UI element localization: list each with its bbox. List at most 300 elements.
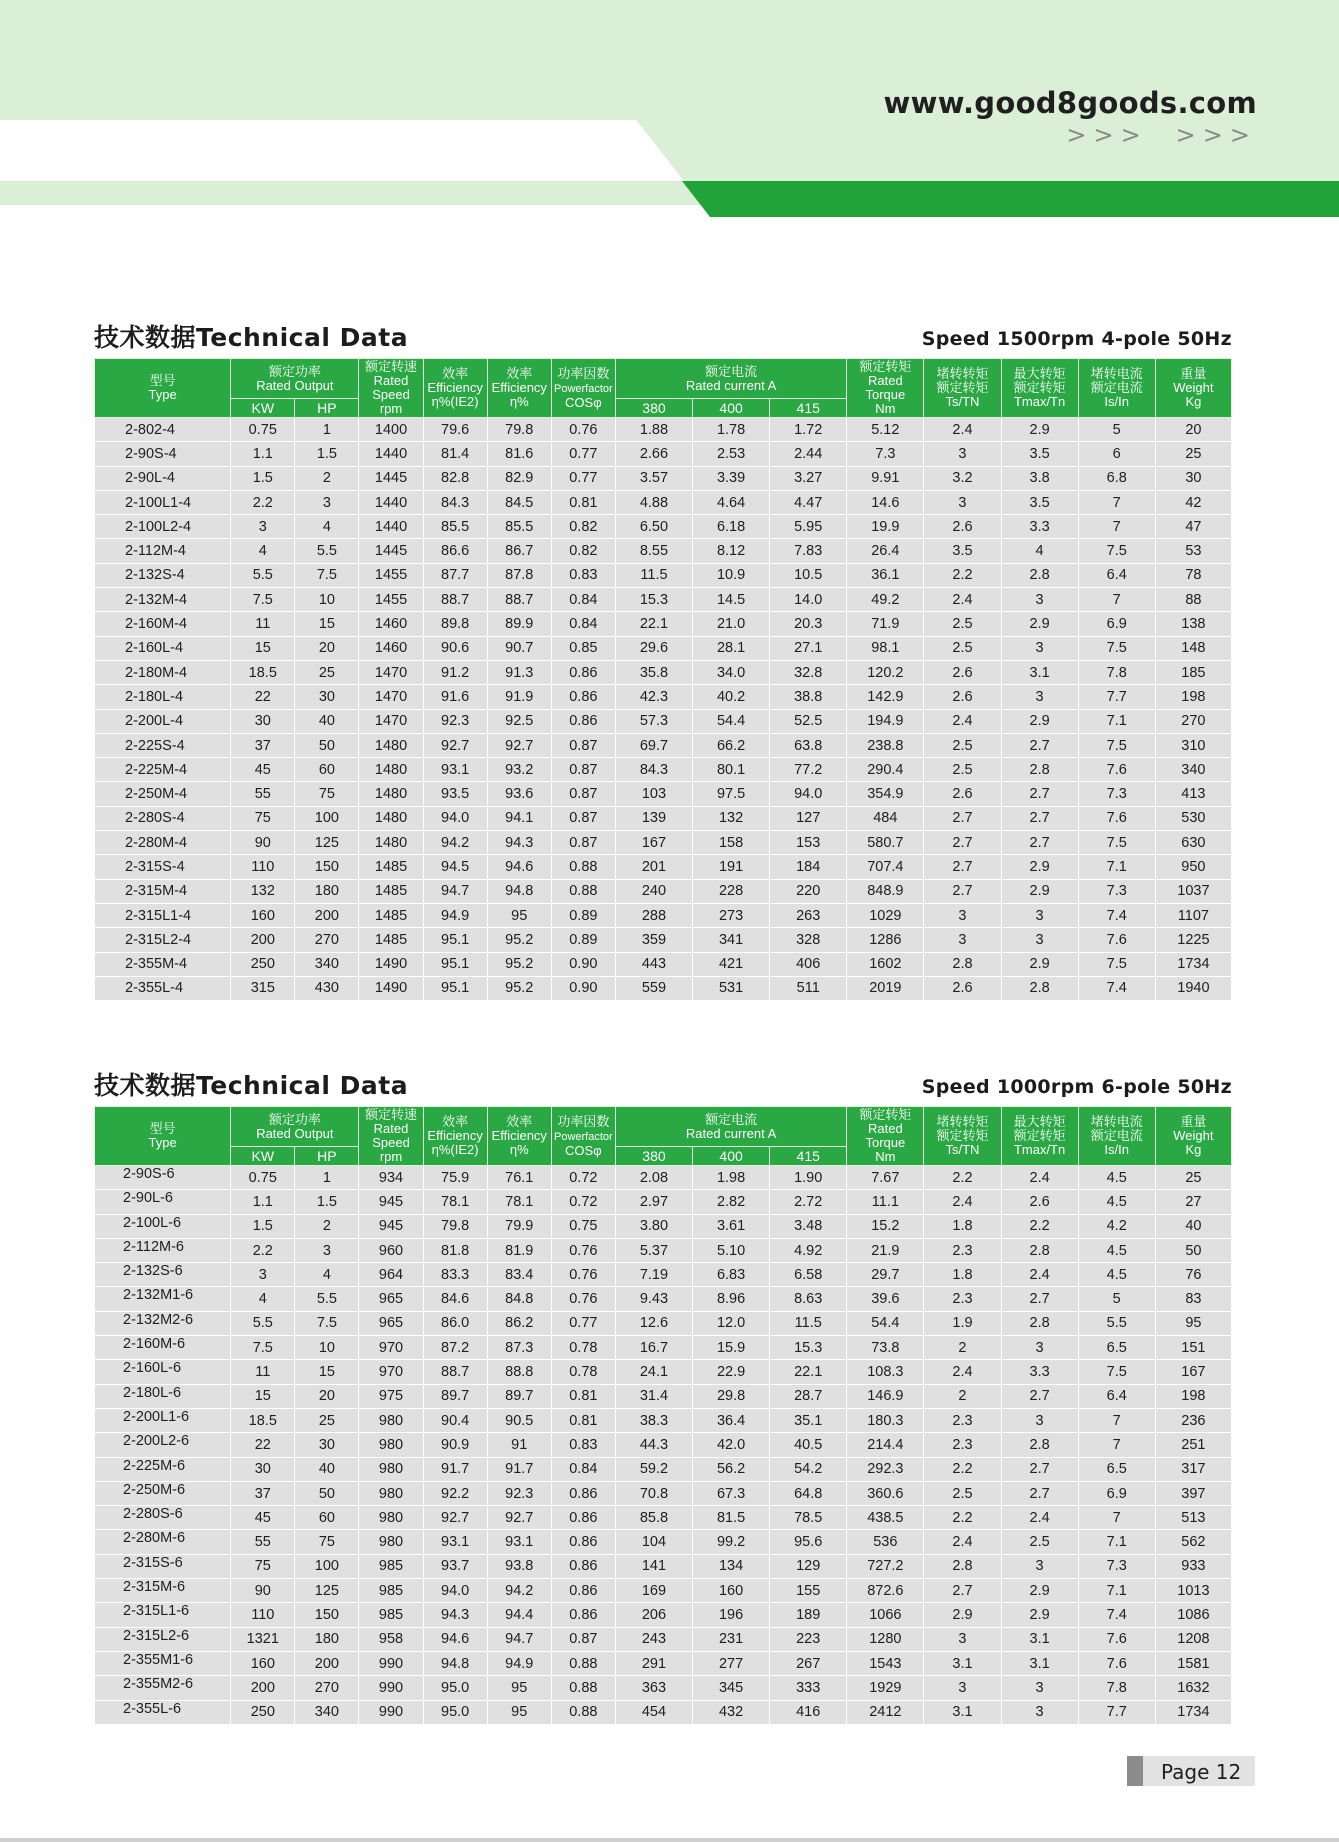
data-cell: 6.4 <box>1078 1384 1155 1408</box>
data-cell: 2 <box>924 1384 1001 1408</box>
data-cell: 70.8 <box>615 1481 692 1505</box>
data-cell: 443 <box>615 952 692 976</box>
data-cell: 97.5 <box>693 782 770 806</box>
data-cell: 2.6 <box>1001 1190 1078 1214</box>
model-type-cell: 2-90L-4 <box>95 466 231 490</box>
data-cell: 200 <box>295 903 359 927</box>
data-cell: 1480 <box>359 733 423 757</box>
table-row <box>95 588 1232 612</box>
data-cell: 848.9 <box>847 879 924 903</box>
data-cell: 0.88 <box>551 1651 615 1675</box>
data-cell: 7.6 <box>1078 928 1155 952</box>
data-cell: 14.6 <box>847 490 924 514</box>
data-cell: 1013 <box>1155 1579 1231 1603</box>
model-type-cell: 2-315L1-6 <box>95 1603 231 1627</box>
data-cell: 7.3 <box>1078 1554 1155 1578</box>
data-cell: 146.9 <box>847 1384 924 1408</box>
data-cell: 35.8 <box>615 660 692 684</box>
data-cell: 95.2 <box>487 952 551 976</box>
data-cell: 340 <box>1155 758 1231 782</box>
data-cell: 0.88 <box>551 855 615 879</box>
table-row <box>95 1506 1232 1530</box>
col-415v: 415 <box>770 399 847 418</box>
data-cell: 214.4 <box>847 1433 924 1457</box>
data-cell: 139 <box>615 806 692 830</box>
data-cell: 0.84 <box>551 612 615 636</box>
data-cell: 1.78 <box>693 418 770 442</box>
data-cell: 530 <box>1155 806 1231 830</box>
data-cell: 4 <box>295 515 359 539</box>
data-cell: 3 <box>1001 903 1078 927</box>
data-cell: 0.81 <box>551 490 615 514</box>
data-cell: 0.86 <box>551 1579 615 1603</box>
data-cell: 57.3 <box>615 709 692 733</box>
data-cell: 55 <box>231 782 295 806</box>
data-cell: 22 <box>231 685 295 709</box>
data-cell: 2019 <box>847 976 924 1000</box>
data-cell: 180 <box>295 879 359 903</box>
data-cell: 3.1 <box>1001 660 1078 684</box>
data-cell: 0.83 <box>551 1433 615 1457</box>
data-cell: 92.7 <box>423 733 487 757</box>
data-cell: 3 <box>295 490 359 514</box>
data-cell: 7 <box>1078 490 1155 514</box>
data-cell: 91.7 <box>487 1457 551 1481</box>
data-cell: 93.1 <box>423 758 487 782</box>
data-cell: 94.7 <box>423 879 487 903</box>
data-cell: 3 <box>1001 1700 1078 1724</box>
data-cell: 872.6 <box>847 1579 924 1603</box>
data-cell: 0.90 <box>551 976 615 1000</box>
data-cell: 4 <box>1001 539 1078 563</box>
data-cell: 35.1 <box>770 1408 847 1432</box>
table-row <box>95 1408 1232 1432</box>
col-efficiency: 效率 Efficiency η% <box>487 1107 551 1166</box>
data-cell: 2.5 <box>924 636 1001 660</box>
data-cell: 22.9 <box>693 1360 770 1384</box>
data-cell: 45 <box>231 758 295 782</box>
data-cell: 2.4 <box>924 1530 1001 1554</box>
data-cell: 2.8 <box>1001 758 1078 782</box>
data-cell: 0.84 <box>551 1457 615 1481</box>
table-row <box>95 952 1232 976</box>
data-cell: 0.87 <box>551 806 615 830</box>
data-cell: 2.2 <box>231 490 295 514</box>
data-cell: 5.5 <box>1078 1311 1155 1335</box>
data-cell: 3.2 <box>924 466 1001 490</box>
model-type-cell: 2-132M1-6 <box>95 1287 231 1311</box>
data-cell: 1734 <box>1155 952 1231 976</box>
table-row <box>95 1530 1232 1554</box>
data-cell: 2.7 <box>1001 1384 1078 1408</box>
data-cell: 25 <box>1155 442 1231 466</box>
data-cell: 0.88 <box>551 879 615 903</box>
data-cell: 5.12 <box>847 418 924 442</box>
data-cell: 7.5 <box>1078 831 1155 855</box>
data-cell: 138 <box>1155 612 1231 636</box>
data-cell: 22.1 <box>615 612 692 636</box>
data-cell: 79.6 <box>423 418 487 442</box>
data-cell: 630 <box>1155 831 1231 855</box>
data-cell: 7.7 <box>1078 685 1155 709</box>
data-cell: 1455 <box>359 563 423 587</box>
data-cell: 94.8 <box>423 1651 487 1675</box>
table-row <box>95 1166 1232 1190</box>
data-cell: 88.8 <box>487 1360 551 1384</box>
data-cell: 78.5 <box>770 1506 847 1530</box>
data-cell: 945 <box>359 1190 423 1214</box>
data-cell: 531 <box>693 976 770 1000</box>
data-cell: 0.82 <box>551 539 615 563</box>
data-cell: 2.5 <box>924 758 1001 782</box>
data-cell: 980 <box>359 1457 423 1481</box>
data-cell: 6.4 <box>1078 563 1155 587</box>
data-cell: 2.7 <box>924 879 1001 903</box>
data-cell: 3 <box>1001 1676 1078 1700</box>
model-type-cell: 2-180L-6 <box>95 1384 231 1408</box>
data-cell: 4.5 <box>1078 1166 1155 1190</box>
data-cell: 270 <box>295 928 359 952</box>
data-cell: 1400 <box>359 418 423 442</box>
data-cell: 432 <box>693 1700 770 1724</box>
data-cell: 4 <box>295 1263 359 1287</box>
model-type-cell: 2-355M-4 <box>95 952 231 976</box>
data-cell: 559 <box>615 976 692 1000</box>
data-cell: 8.12 <box>693 539 770 563</box>
data-cell: 94.5 <box>423 855 487 879</box>
data-cell: 328 <box>770 928 847 952</box>
data-cell: 160 <box>693 1579 770 1603</box>
data-cell: 6.58 <box>770 1263 847 1287</box>
data-cell: 81.9 <box>487 1238 551 1262</box>
data-cell: 125 <box>295 831 359 855</box>
data-cell: 3.80 <box>615 1214 692 1238</box>
data-cell: 2.6 <box>924 976 1001 1000</box>
data-cell: 7.83 <box>770 539 847 563</box>
data-cell: 92.2 <box>423 1481 487 1505</box>
data-cell: 985 <box>359 1579 423 1603</box>
data-cell: 2.6 <box>924 782 1001 806</box>
data-cell: 94.8 <box>487 879 551 903</box>
data-cell: 8.55 <box>615 539 692 563</box>
data-cell: 4 <box>231 539 295 563</box>
data-cell: 0.89 <box>551 928 615 952</box>
data-cell: 0.88 <box>551 1676 615 1700</box>
data-cell: 7 <box>1078 1506 1155 1530</box>
data-cell: 92.7 <box>423 1506 487 1530</box>
data-cell: 7.5 <box>295 563 359 587</box>
data-cell: 0.86 <box>551 1481 615 1505</box>
data-cell: 2.7 <box>924 806 1001 830</box>
data-cell: 3.48 <box>770 1214 847 1238</box>
data-cell: 2 <box>295 1214 359 1238</box>
data-cell: 3.61 <box>693 1214 770 1238</box>
data-cell: 148 <box>1155 636 1231 660</box>
data-cell: 3.5 <box>1001 442 1078 466</box>
model-type-cell: 2-180M-4 <box>95 660 231 684</box>
data-cell: 5.37 <box>615 1238 692 1262</box>
model-type-cell: 2-100L1-4 <box>95 490 231 514</box>
data-cell: 18.5 <box>231 660 295 684</box>
data-cell: 2.3 <box>924 1408 1001 1432</box>
data-cell: 406 <box>770 952 847 976</box>
model-type-cell: 2-112M-6 <box>95 1238 231 1262</box>
data-cell: 2.2 <box>1001 1214 1078 1238</box>
table-row <box>95 1603 1232 1627</box>
data-cell: 354.9 <box>847 782 924 806</box>
table-row <box>95 1481 1232 1505</box>
table-row <box>95 1676 1232 1700</box>
data-cell: 95.1 <box>423 952 487 976</box>
data-cell: 92.7 <box>487 733 551 757</box>
data-cell: 39.6 <box>847 1287 924 1311</box>
data-cell: 7 <box>1078 515 1155 539</box>
data-cell: 7.1 <box>1078 1579 1155 1603</box>
data-cell: 40.5 <box>770 1433 847 1457</box>
data-cell: 160 <box>231 903 295 927</box>
data-cell: 81.5 <box>693 1506 770 1530</box>
col-weight: 重量 Weight Kg <box>1155 359 1231 418</box>
data-cell: 71.9 <box>847 612 924 636</box>
data-cell: 4.47 <box>770 490 847 514</box>
data-cell: 94.4 <box>487 1603 551 1627</box>
data-cell: 3 <box>231 1263 295 1287</box>
model-type-cell: 2-200L-4 <box>95 709 231 733</box>
model-type-cell: 2-132M-4 <box>95 588 231 612</box>
data-cell: 3.1 <box>1001 1627 1078 1651</box>
data-cell: 21.9 <box>847 1238 924 1262</box>
data-cell: 1.9 <box>924 1311 1001 1335</box>
data-cell: 34.0 <box>693 660 770 684</box>
data-cell: 75 <box>231 1554 295 1578</box>
data-cell: 7.5 <box>231 588 295 612</box>
table-row <box>95 1214 1232 1238</box>
data-cell: 0.86 <box>551 1603 615 1627</box>
data-cell: 89.9 <box>487 612 551 636</box>
data-cell: 189 <box>770 1603 847 1627</box>
data-cell: 1734 <box>1155 1700 1231 1724</box>
data-cell: 277 <box>693 1651 770 1675</box>
data-cell: 3 <box>924 1627 1001 1651</box>
data-cell: 7.4 <box>1078 903 1155 927</box>
data-cell: 37 <box>231 1481 295 1505</box>
data-cell: 84.5 <box>487 490 551 514</box>
model-type-cell: 2-132M2-6 <box>95 1311 231 1335</box>
data-cell: 0.89 <box>551 903 615 927</box>
data-cell: 934 <box>359 1166 423 1190</box>
table-row <box>95 1263 1232 1287</box>
model-type-cell: 2-112M-4 <box>95 539 231 563</box>
data-cell: 15 <box>231 1384 295 1408</box>
data-cell: 1480 <box>359 831 423 855</box>
data-cell: 36.1 <box>847 563 924 587</box>
data-cell: 2.9 <box>1001 709 1078 733</box>
data-cell: 79.8 <box>487 418 551 442</box>
data-cell: 397 <box>1155 1481 1231 1505</box>
table-row <box>95 782 1232 806</box>
data-cell: 240 <box>615 879 692 903</box>
data-cell: 29.6 <box>615 636 692 660</box>
data-cell: 1460 <box>359 612 423 636</box>
data-cell: 63.8 <box>770 733 847 757</box>
data-cell: 2.5 <box>924 1481 1001 1505</box>
data-cell: 0.75 <box>551 1214 615 1238</box>
table-row <box>95 831 1232 855</box>
data-cell: 10.9 <box>693 563 770 587</box>
data-cell: 92.3 <box>423 709 487 733</box>
data-cell: 6.9 <box>1078 1481 1155 1505</box>
data-cell: 7.1 <box>1078 709 1155 733</box>
data-cell: 78.1 <box>423 1190 487 1214</box>
data-cell: 169 <box>615 1579 692 1603</box>
data-cell: 220 <box>770 879 847 903</box>
data-cell: 54.2 <box>770 1457 847 1481</box>
data-cell: 1490 <box>359 976 423 1000</box>
data-cell: 94.2 <box>487 1579 551 1603</box>
table-row <box>95 466 1232 490</box>
data-cell: 228 <box>693 879 770 903</box>
data-cell: 1280 <box>847 1627 924 1651</box>
data-cell: 54.4 <box>847 1311 924 1335</box>
data-cell: 92.3 <box>487 1481 551 1505</box>
data-cell: 270 <box>1155 709 1231 733</box>
data-cell: 84.8 <box>487 1287 551 1311</box>
data-cell: 198 <box>1155 685 1231 709</box>
data-cell: 3 <box>1001 928 1078 952</box>
data-cell: 1440 <box>359 442 423 466</box>
table-row <box>95 758 1232 782</box>
data-cell: 2.3 <box>924 1433 1001 1457</box>
data-cell: 1480 <box>359 806 423 830</box>
data-cell: 2.5 <box>924 612 1001 636</box>
data-cell: 94.6 <box>423 1627 487 1651</box>
data-cell: 95.0 <box>423 1700 487 1724</box>
data-cell: 92.7 <box>487 1506 551 1530</box>
data-cell: 76.1 <box>487 1166 551 1190</box>
col-rated-speed: 额定转速 Rated Speed rpm <box>359 359 423 418</box>
model-type-cell: 2-280M-6 <box>95 1530 231 1554</box>
data-cell: 8.63 <box>770 1287 847 1311</box>
data-cell: 1632 <box>1155 1676 1231 1700</box>
data-cell: 155 <box>770 1579 847 1603</box>
data-cell: 38.3 <box>615 1408 692 1432</box>
data-cell: 7.8 <box>1078 660 1155 684</box>
data-cell: 290.4 <box>847 758 924 782</box>
data-cell: 55 <box>231 1530 295 1554</box>
data-cell: 6.8 <box>1078 466 1155 490</box>
data-cell: 78 <box>1155 563 1231 587</box>
data-cell: 484 <box>847 806 924 830</box>
data-cell: 6 <box>1078 442 1155 466</box>
data-cell: 84.3 <box>423 490 487 514</box>
data-cell: 151 <box>1155 1336 1231 1360</box>
data-cell: 3.57 <box>615 466 692 490</box>
data-cell: 67.3 <box>693 1481 770 1505</box>
data-cell: 92.5 <box>487 709 551 733</box>
data-cell: 7.5 <box>231 1336 295 1360</box>
data-cell: 84.6 <box>423 1287 487 1311</box>
data-cell: 99.2 <box>693 1530 770 1554</box>
model-type-cell: 2-180L-4 <box>95 685 231 709</box>
data-cell: 1940 <box>1155 976 1231 1000</box>
data-cell: 79.8 <box>423 1214 487 1238</box>
data-cell: 0.84 <box>551 588 615 612</box>
data-cell: 141 <box>615 1554 692 1578</box>
model-type-cell: 2-355L-6 <box>95 1700 231 1724</box>
model-type-cell: 2-280S-6 <box>95 1506 231 1530</box>
data-cell: 90.7 <box>487 636 551 660</box>
model-type-cell: 2-90L-6 <box>95 1190 231 1214</box>
data-cell: 0.75 <box>231 1166 295 1190</box>
data-cell: 7.5 <box>1078 952 1155 976</box>
model-type-cell: 2-355M2-6 <box>95 1676 231 1700</box>
data-cell: 191 <box>693 855 770 879</box>
data-cell: 1470 <box>359 660 423 684</box>
data-cell: 2.9 <box>1001 855 1078 879</box>
data-cell: 87.8 <box>487 563 551 587</box>
data-cell: 3 <box>295 1238 359 1262</box>
data-cell: 200 <box>295 1651 359 1675</box>
data-cell: 1455 <box>359 588 423 612</box>
data-cell: 2.7 <box>924 855 1001 879</box>
data-cell: 91.2 <box>423 660 487 684</box>
data-cell: 2.08 <box>615 1166 692 1190</box>
data-cell: 945 <box>359 1214 423 1238</box>
data-cell: 30 <box>295 1433 359 1457</box>
data-cell: 965 <box>359 1311 423 1335</box>
data-cell: 50 <box>1155 1238 1231 1262</box>
table-row <box>95 1457 1232 1481</box>
model-type-cell: 2-250M-6 <box>95 1481 231 1505</box>
data-cell: 1445 <box>359 539 423 563</box>
data-cell: 2.3 <box>924 1287 1001 1311</box>
model-type-cell: 2-355M1-6 <box>95 1651 231 1675</box>
data-cell: 0.86 <box>551 709 615 733</box>
data-cell: 6.5 <box>1078 1457 1155 1481</box>
model-type-cell: 2-160M-4 <box>95 612 231 636</box>
data-cell: 94.6 <box>487 855 551 879</box>
data-cell: 22.1 <box>770 1360 847 1384</box>
data-cell: 75 <box>295 1530 359 1554</box>
data-cell: 2.4 <box>924 1190 1001 1214</box>
col-is-in: 堵转电流 额定电流 Is/In <box>1078 359 1155 418</box>
data-cell: 0.81 <box>551 1408 615 1432</box>
data-cell: 2.82 <box>693 1190 770 1214</box>
model-type-cell: 2-160L-4 <box>95 636 231 660</box>
data-cell: 267 <box>770 1651 847 1675</box>
data-cell: 0.87 <box>551 831 615 855</box>
data-cell: 438.5 <box>847 1506 924 1530</box>
data-cell: 1480 <box>359 782 423 806</box>
data-cell: 0.86 <box>551 660 615 684</box>
data-cell: 7.3 <box>847 442 924 466</box>
data-cell: 970 <box>359 1336 423 1360</box>
data-cell: 1.72 <box>770 418 847 442</box>
data-cell: 1602 <box>847 952 924 976</box>
data-cell: 0.78 <box>551 1336 615 1360</box>
data-cell: 98.1 <box>847 636 924 660</box>
data-cell: 11.5 <box>770 1311 847 1335</box>
data-cell: 167 <box>1155 1360 1231 1384</box>
data-cell: 93.8 <box>487 1554 551 1578</box>
data-cell: 430 <box>295 976 359 1000</box>
data-cell: 2.53 <box>693 442 770 466</box>
data-cell: 980 <box>359 1530 423 1554</box>
col-rated-torque: 额定转矩 Rated Torque Nm <box>847 359 924 418</box>
data-cell: 91.9 <box>487 685 551 709</box>
table-header <box>95 1107 1232 1166</box>
data-cell: 83.4 <box>487 1263 551 1287</box>
